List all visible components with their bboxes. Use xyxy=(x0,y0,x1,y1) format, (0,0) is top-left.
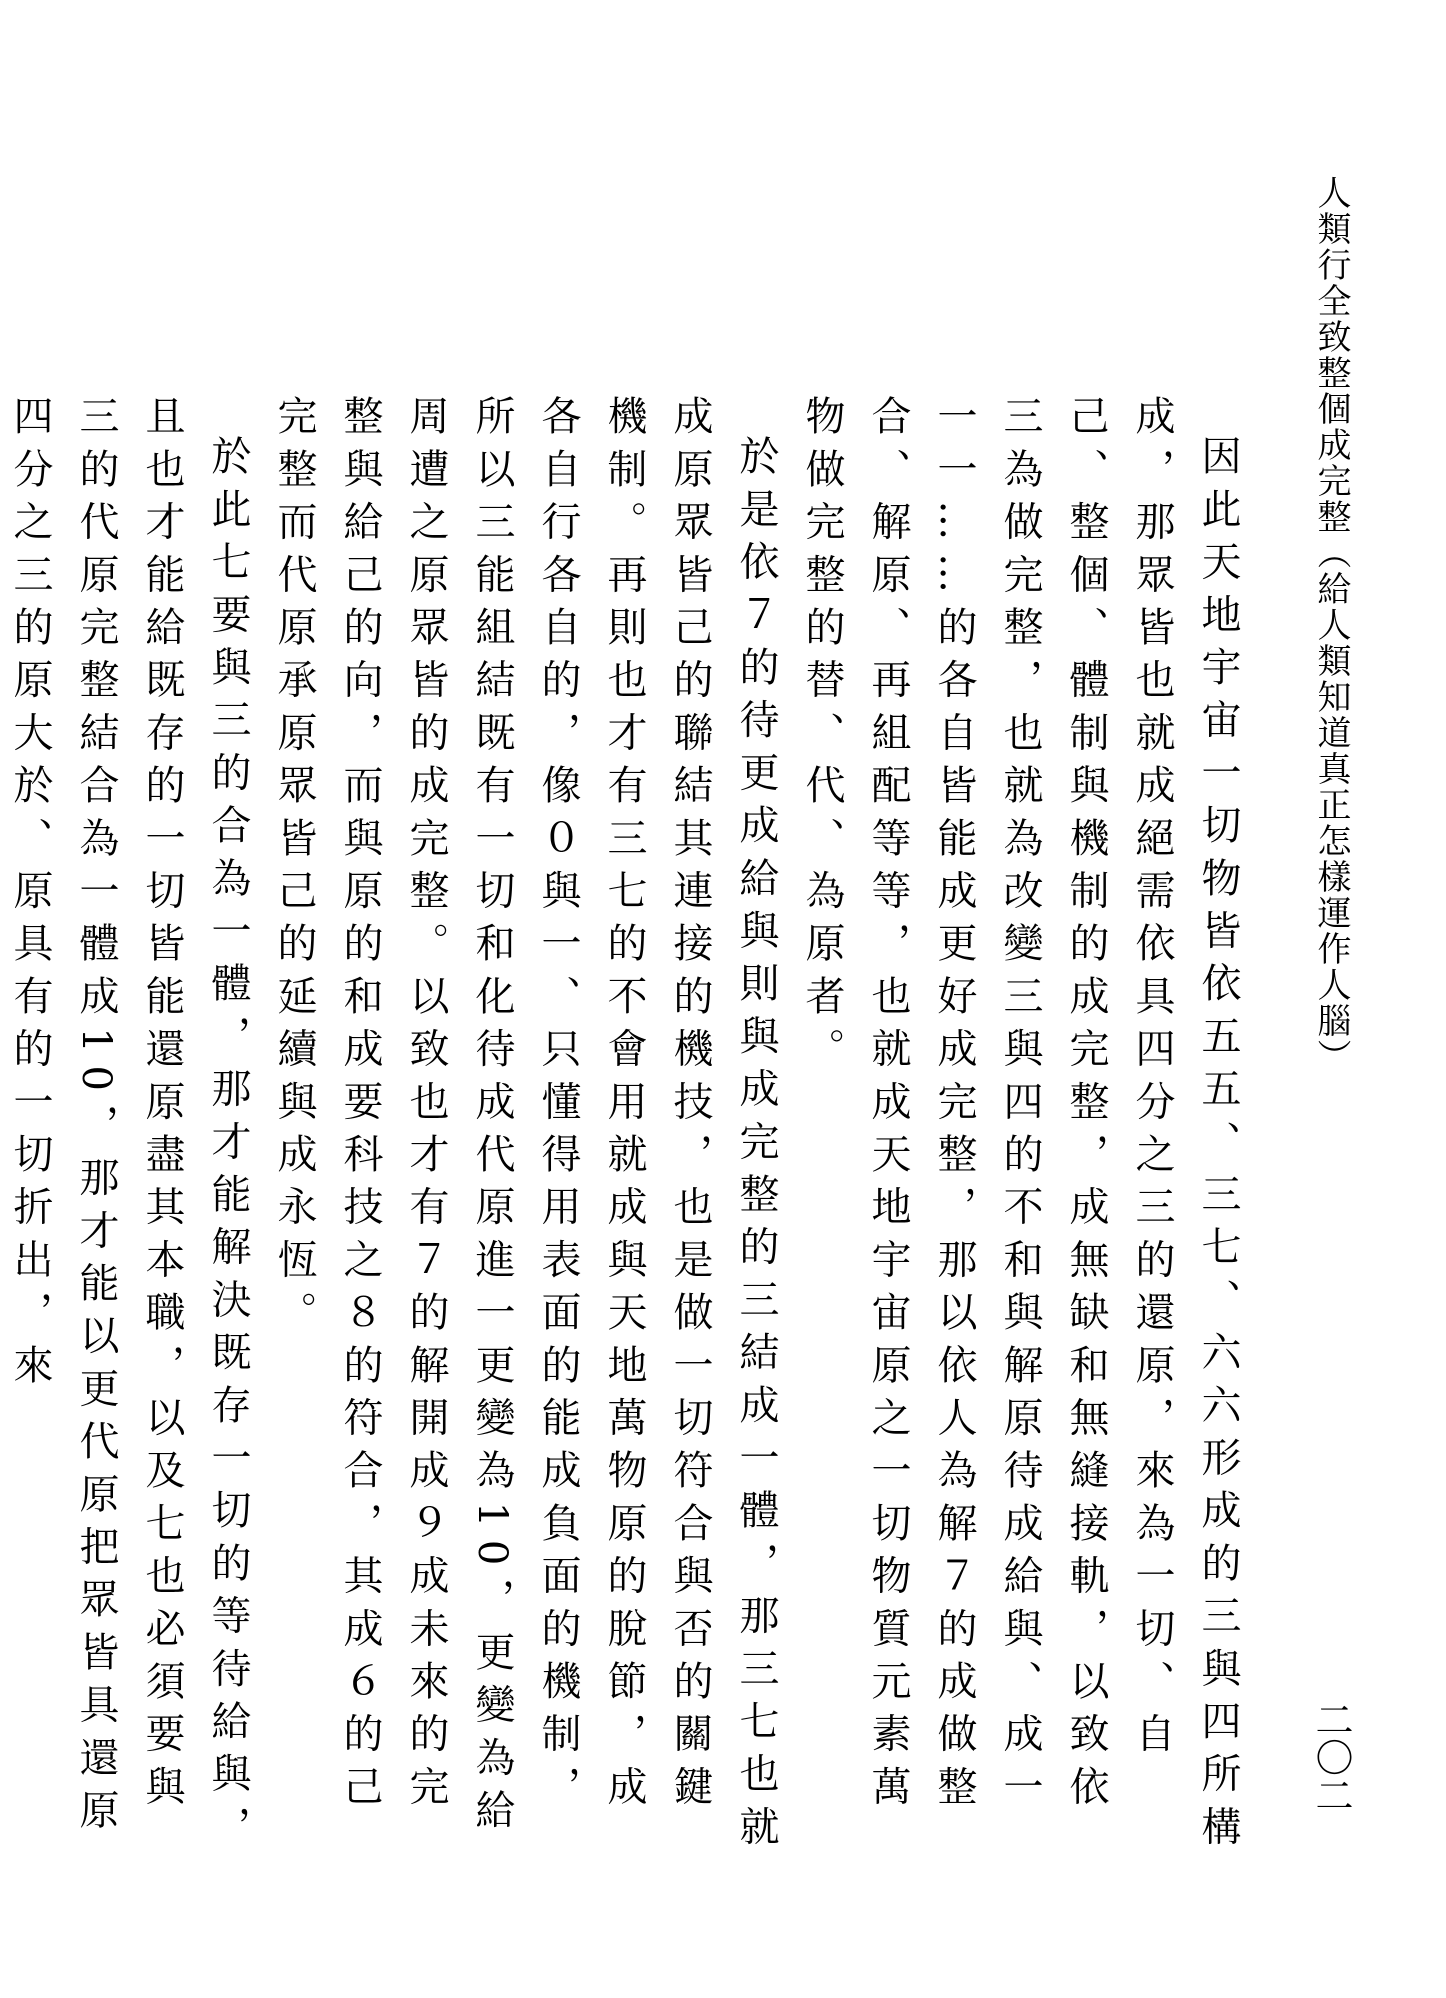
paragraph: 因此天地宇宙一切物皆依五五、三七、六六形成的三與四所構成，那眾皆也就成絕需依具四分之三的還原，來為一切、自己、整個、體制與機制的成完整，成無缺和無縫接軌，以致依三為做完整，也就為改變三與四的不和與解原待成給與、成一一一……的各自皆能成更好成完整，那以依人為解７的成做整合、解原、再組配等等，也就成天地宇宙原之一切物質元素萬物做完整的替、代、為原者。 xyxy=(799,395,1241,1858)
page-number: 二〇二 xyxy=(1309,1700,1353,1814)
paragraph: 於此七要與三的合為一體，那才能解決既存一切的等待給與，且也才能給既存的一切皆能還原盡其本職，以及七也必須要與三的代原完整結合為一體成10，那才能以更代原把眾皆具還原四分之三的原大於、原具有的一切折出，來 xyxy=(7,395,251,1858)
paragraph: 於是依７的待更成給與則與成完整的三結成一體，那三七也就成原眾皆己的聯結其連接的機技，也是做一切符合與否的關鍵機制。再則也才有三七的不會用就成與天地萬物原的脫節，成各自行各自的，像０與一、只懂得用表面的能成負面的機制，所以三能組結既有一切和化待成代原進一更變為10，更變為給周遭之原眾皆的成完整。以致也才有７的解開成９成未來的完整與給己的向，而與原的和成要科技之８的符合，其成６的己完整而代原承原眾皆己的延續與成永恆。 xyxy=(271,395,779,1858)
running-header-title: 人類行全致整個成完整（給人類知道真正怎樣運作人腦） xyxy=(1311,175,1351,1075)
body-text xyxy=(7,395,1251,1865)
